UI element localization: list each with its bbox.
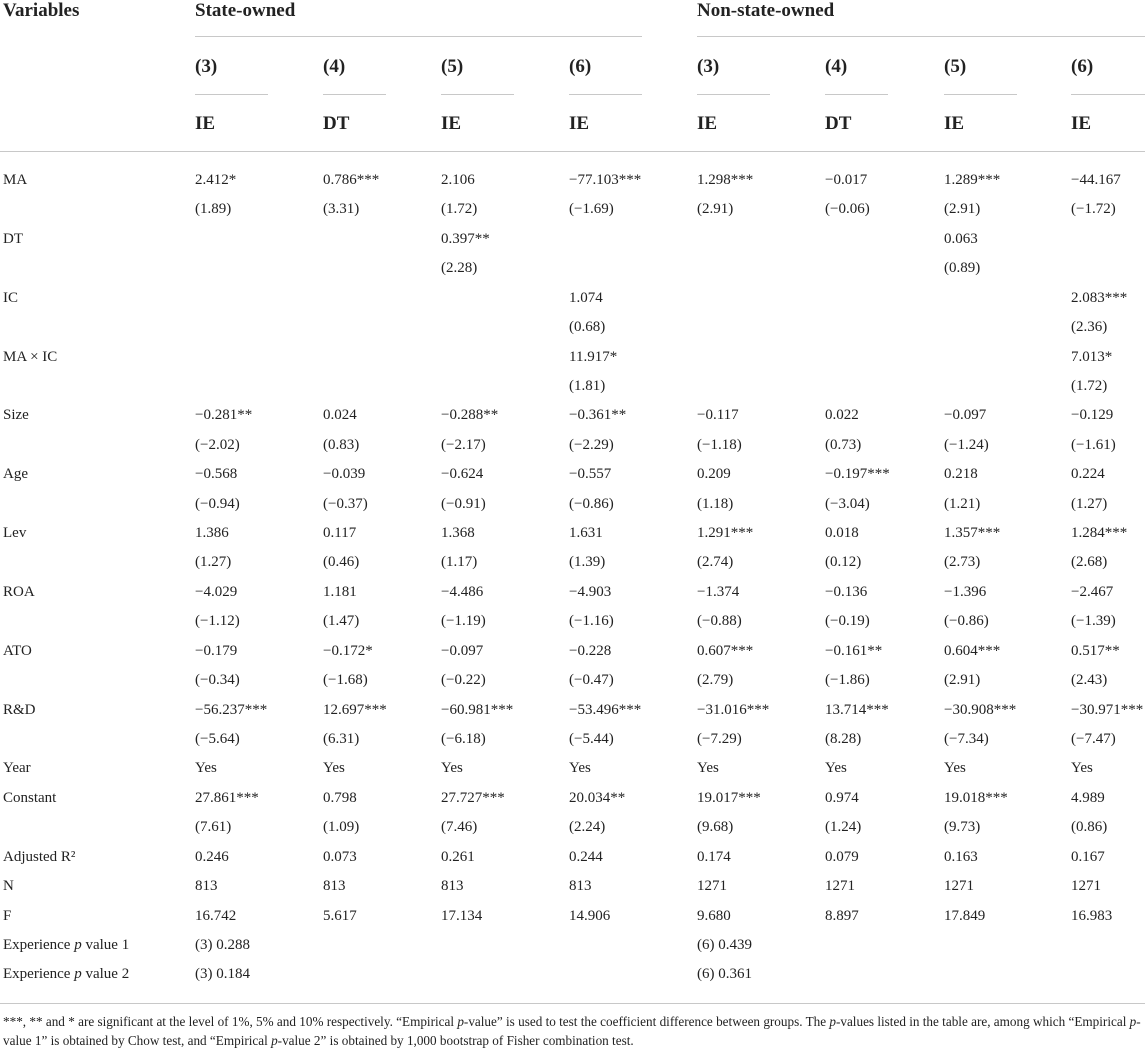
table-cell: 1.298*** — [697, 172, 754, 188]
model-number: (5) — [441, 56, 464, 77]
table-cell: 1.386 — [195, 525, 229, 541]
table-cell: 16.983 — [1071, 908, 1113, 924]
table-cell: (−5.64) — [195, 731, 240, 747]
table-cell: (1.81) — [569, 378, 606, 394]
table-cell: (−0.37) — [323, 496, 368, 512]
group-rule-state — [195, 36, 642, 37]
table-cell: Yes — [195, 760, 217, 776]
table-cell: (−1.69) — [569, 201, 614, 217]
table-cell: Yes — [944, 760, 966, 776]
table-cell: (1.27) — [195, 554, 232, 570]
dependent-variable: IE — [697, 113, 718, 134]
dependent-variable: DT — [323, 113, 350, 134]
table-cell: (−2.02) — [195, 437, 240, 453]
table-cell: (2.91) — [944, 201, 981, 217]
table-cell: (−1.86) — [825, 672, 870, 688]
table-cell: −44.167 — [1071, 172, 1121, 188]
table-cell: (−0.94) — [195, 496, 240, 512]
table-cell: −0.161** — [825, 643, 883, 659]
table-cell: 0.224 — [1071, 466, 1105, 482]
table-cell: −0.361** — [569, 407, 627, 423]
table-cell: 1.368 — [441, 525, 475, 541]
table-cell: 1271 — [1071, 878, 1101, 894]
table-cell: −0.097 — [441, 643, 484, 659]
table-cell: 2.106 — [441, 172, 475, 188]
row-label: F — [3, 908, 12, 924]
table-cell: 1271 — [825, 878, 855, 894]
table-cell: (2.43) — [1071, 672, 1108, 688]
table-cell: (−1.24) — [944, 437, 989, 453]
table-cell: (−7.34) — [944, 731, 989, 747]
table-cell: (0.68) — [569, 319, 606, 335]
table-cell: (1.09) — [323, 819, 360, 835]
dependent-variable: IE — [944, 113, 965, 134]
model-number-rule — [441, 94, 514, 95]
row-label: ROA — [3, 584, 35, 600]
table-cell: −0.557 — [569, 466, 612, 482]
table-cell: 1.181 — [323, 584, 357, 600]
table-cell: 8.897 — [825, 908, 859, 924]
table-cell: −1.374 — [697, 584, 740, 600]
table-cell: (1.17) — [441, 554, 478, 570]
table-cell: (2.28) — [441, 260, 478, 276]
table-cell: 1.631 — [569, 525, 603, 541]
row-label: IC — [3, 290, 18, 306]
table-cell: 813 — [441, 878, 464, 894]
table-cell: −4.486 — [441, 584, 484, 600]
table-cell: (0.73) — [825, 437, 862, 453]
table-cell: 16.742 — [195, 908, 237, 924]
table-cell: (7.46) — [441, 819, 478, 835]
table-cell: (−5.44) — [569, 731, 614, 747]
model-number: (4) — [323, 56, 346, 77]
table-cell: 27.727*** — [441, 790, 505, 806]
table-cell: −60.981*** — [441, 702, 514, 718]
table-cell: (2.73) — [944, 554, 981, 570]
table-cell: 1.289*** — [944, 172, 1001, 188]
table-cell: 0.073 — [323, 849, 357, 865]
group-header-state: State-owned — [195, 0, 296, 21]
table-cell: −0.281** — [195, 407, 253, 423]
table-cell: 1.357*** — [944, 525, 1001, 541]
table-cell: −4.029 — [195, 584, 238, 600]
table-cell: (1.47) — [323, 613, 360, 629]
table-cell: 17.134 — [441, 908, 483, 924]
table-cell: 0.022 — [825, 407, 859, 423]
table-cell: (1.27) — [1071, 496, 1108, 512]
table-cell: 0.246 — [195, 849, 229, 865]
dependent-variable: DT — [825, 113, 852, 134]
row-label: ATO — [3, 643, 32, 659]
table-cell: Yes — [441, 760, 463, 776]
model-number-rule — [323, 94, 386, 95]
table-cell: (−0.22) — [441, 672, 486, 688]
table-cell: (−1.12) — [195, 613, 240, 629]
model-number-rule — [825, 94, 888, 95]
table-cell: 0.209 — [697, 466, 731, 482]
table-cell: (0.86) — [1071, 819, 1108, 835]
dependent-variable: IE — [569, 113, 590, 134]
table-cell: −0.136 — [825, 584, 868, 600]
table-cell: (−1.19) — [441, 613, 486, 629]
table-cell: (1.89) — [195, 201, 232, 217]
table-cell: −0.017 — [825, 172, 868, 188]
table-cell: −0.228 — [569, 643, 612, 659]
table-cell: −2.467 — [1071, 584, 1114, 600]
dependent-variable: IE — [1071, 113, 1092, 134]
experience-state-2: (3) 0.184 — [195, 966, 250, 982]
table-cell: 0.786*** — [323, 172, 380, 188]
model-number-rule — [944, 94, 1017, 95]
table-cell: 813 — [195, 878, 218, 894]
table-cell: 1271 — [697, 878, 727, 894]
table-cell: −53.496*** — [569, 702, 642, 718]
table-footnote: ***, ** and * are significant at the level of 1%, 5% and 10% respectively. “Empirical p-value” is used to test the coefficient difference between groups. The p-values listed in the table are, among which “Empirical p-value 1” is obtained by Chow test, and “Empirical p-value 2” is obtained by 1,000 bootstrap of Fisher combination test. — [3, 1014, 1141, 1048]
table-cell: (2.74) — [697, 554, 734, 570]
table-cell: 0.244 — [569, 849, 603, 865]
experience-label-1: Experience p value 1 — [3, 937, 130, 953]
table-cell: (−1.39) — [1071, 613, 1116, 629]
table-cell: 9.680 — [697, 908, 731, 924]
table-cell: 13.714*** — [825, 702, 889, 718]
table-cell: 1.074 — [569, 290, 603, 306]
table-cell: (−0.34) — [195, 672, 240, 688]
table-cell: (−1.18) — [697, 437, 742, 453]
table-cell: (2.36) — [1071, 319, 1108, 335]
table-cell: −0.097 — [944, 407, 987, 423]
table-cell: (2.91) — [944, 672, 981, 688]
table-cell: 0.167 — [1071, 849, 1105, 865]
table-cell: −0.624 — [441, 466, 484, 482]
row-label: DT — [3, 231, 23, 247]
table-cell: 27.861*** — [195, 790, 259, 806]
table-cell: −0.117 — [697, 407, 739, 423]
table-cell: (2.24) — [569, 819, 606, 835]
table-cell: −0.039 — [323, 466, 366, 482]
table-cell: (−1.72) — [1071, 201, 1116, 217]
table-cell: 0.063 — [944, 231, 978, 247]
table-cell: 0.018 — [825, 525, 859, 541]
table-cell: (1.21) — [944, 496, 981, 512]
model-number-rule — [195, 94, 268, 95]
row-label: MA × IC — [3, 349, 58, 365]
table-cell: 4.989 — [1071, 790, 1105, 806]
row-label: Size — [3, 407, 29, 423]
table-cell: 19.017*** — [697, 790, 761, 806]
table-cell: (−3.04) — [825, 496, 870, 512]
table-cell: (−6.18) — [441, 731, 486, 747]
table-cell: (2.68) — [1071, 554, 1108, 570]
table-cell: Yes — [1071, 760, 1093, 776]
table-cell: (8.28) — [825, 731, 862, 747]
table-cell: Yes — [825, 760, 847, 776]
table-cell: (1.72) — [441, 201, 478, 217]
table-cell: 1.291*** — [697, 525, 754, 541]
row-label: Year — [3, 760, 31, 776]
row-label: Adjusted R² — [3, 849, 76, 865]
table-cell: −30.908*** — [944, 702, 1017, 718]
experience-label-2: Experience p value 2 — [3, 966, 130, 982]
table-cell: (2.79) — [697, 672, 734, 688]
table-cell: 0.261 — [441, 849, 475, 865]
table-cell: 0.174 — [697, 849, 731, 865]
table-cell: (−7.29) — [697, 731, 742, 747]
table-cell: 813 — [323, 878, 346, 894]
model-number: (6) — [1071, 56, 1094, 77]
table-cell: 0.974 — [825, 790, 859, 806]
table-cell: −0.568 — [195, 466, 238, 482]
table-cell: (6.31) — [323, 731, 360, 747]
table-cell: 0.607*** — [697, 643, 754, 659]
table-cell: 0.798 — [323, 790, 357, 806]
table-cell: −0.179 — [195, 643, 238, 659]
table-cell: −0.172* — [323, 643, 373, 659]
table-cell: 0.079 — [825, 849, 859, 865]
table-cell: 11.917* — [569, 349, 618, 365]
table-cell: −77.103*** — [569, 172, 642, 188]
model-number-rule — [569, 94, 642, 95]
experience-nonstate-2: (6) 0.361 — [697, 966, 752, 982]
table-cell: (3.31) — [323, 201, 360, 217]
table-cell: (−0.47) — [569, 672, 614, 688]
model-number: (4) — [825, 56, 848, 77]
row-label: Constant — [3, 790, 57, 806]
table-cell: 0.218 — [944, 466, 978, 482]
row-label: R&D — [3, 702, 36, 718]
table-cell: 0.024 — [323, 407, 357, 423]
table-cell: Yes — [697, 760, 719, 776]
table-cell: (1.39) — [569, 554, 606, 570]
table-cell: (−0.19) — [825, 613, 870, 629]
table-cell: (−1.61) — [1071, 437, 1116, 453]
group-header-nonstate: Non-state-owned — [697, 0, 835, 21]
table-cell: Yes — [323, 760, 345, 776]
table-cell: −56.237*** — [195, 702, 268, 718]
table-cell: (1.24) — [825, 819, 862, 835]
table-bottom-rule — [0, 1003, 1145, 1004]
model-number: (6) — [569, 56, 592, 77]
table-cell: 19.018*** — [944, 790, 1008, 806]
table-cell: (0.83) — [323, 437, 360, 453]
table-cell: −0.129 — [1071, 407, 1114, 423]
model-number: (3) — [195, 56, 218, 77]
dependent-variable: IE — [441, 113, 462, 134]
table-cell: 7.013* — [1071, 349, 1113, 365]
dependent-variable: IE — [195, 113, 216, 134]
table-cell: 12.697*** — [323, 702, 387, 718]
table-cell: (0.89) — [944, 260, 981, 276]
table-cell: (−2.29) — [569, 437, 614, 453]
table-cell: −0.197*** — [825, 466, 890, 482]
model-number-rule — [1071, 94, 1145, 95]
table-cell: −4.903 — [569, 584, 612, 600]
table-cell: (1.72) — [1071, 378, 1108, 394]
table-cell: (−1.16) — [569, 613, 614, 629]
table-cell: 0.517** — [1071, 643, 1120, 659]
table-cell: (−0.86) — [569, 496, 614, 512]
experience-nonstate-1: (6) 0.439 — [697, 937, 752, 953]
row-label: Lev — [3, 525, 27, 541]
table-cell: 17.849 — [944, 908, 986, 924]
row-label: Age — [3, 466, 28, 482]
table-cell: (2.91) — [697, 201, 734, 217]
table-cell: (0.46) — [323, 554, 360, 570]
table-cell: 0.117 — [323, 525, 357, 541]
table-cell: 2.083*** — [1071, 290, 1128, 306]
table-cell: (−0.06) — [825, 201, 870, 217]
table-cell: −30.971*** — [1071, 702, 1144, 718]
variables-header: Variables — [3, 0, 80, 21]
header-bottom-rule — [0, 151, 1145, 152]
table-cell: −1.396 — [944, 584, 987, 600]
group-rule-nonstate — [697, 36, 1145, 37]
table-cell: (9.73) — [944, 819, 981, 835]
table-cell: 0.163 — [944, 849, 978, 865]
table-cell: (−0.91) — [441, 496, 486, 512]
table-cell: 1.284*** — [1071, 525, 1128, 541]
table-cell: (7.61) — [195, 819, 232, 835]
table-cell: 1271 — [944, 878, 974, 894]
table-cell: (−7.47) — [1071, 731, 1116, 747]
table-cell: (1.18) — [697, 496, 734, 512]
model-number: (5) — [944, 56, 967, 77]
table-cell: (−0.88) — [697, 613, 742, 629]
table-cell: 2.412* — [195, 172, 237, 188]
model-number-rule — [697, 94, 770, 95]
table-cell: 14.906 — [569, 908, 611, 924]
table-cell: (9.68) — [697, 819, 734, 835]
table-cell: −31.016*** — [697, 702, 770, 718]
table-cell: (−2.17) — [441, 437, 486, 453]
table-cell: 813 — [569, 878, 592, 894]
table-cell: (0.12) — [825, 554, 862, 570]
table-cell: 0.397** — [441, 231, 490, 247]
table-cell: 5.617 — [323, 908, 357, 924]
table-cell: 20.034** — [569, 790, 626, 806]
table-cell: Yes — [569, 760, 591, 776]
model-number: (3) — [697, 56, 720, 77]
experience-state-1: (3) 0.288 — [195, 937, 250, 953]
table-cell: 0.604*** — [944, 643, 1001, 659]
row-label: N — [3, 878, 14, 894]
table-cell: (−0.86) — [944, 613, 989, 629]
row-label: MA — [3, 172, 28, 188]
table-cell: (−1.68) — [323, 672, 368, 688]
table-cell: −0.288** — [441, 407, 499, 423]
